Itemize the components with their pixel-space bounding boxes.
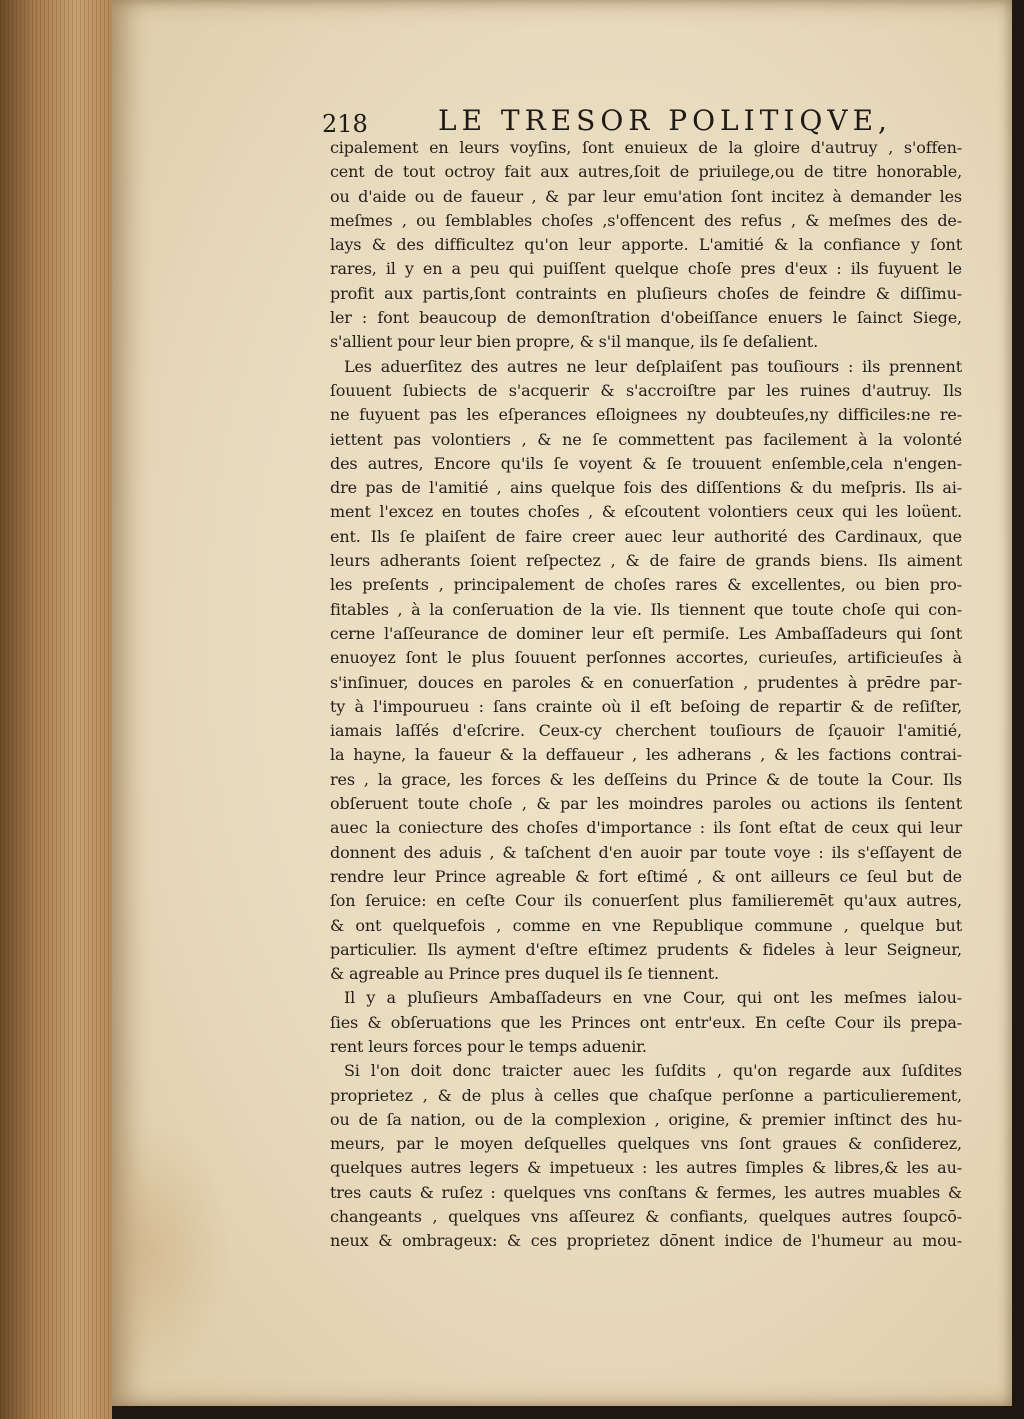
text-line: ſon ſeruice: en ceſte Cour ils conuerſent plus familieremēt qu'aux autres, xyxy=(330,891,962,911)
text-line: meurs, par le moyen deſquelles quelques vns ſont graues & conſiderez, xyxy=(330,1134,962,1154)
text-line: proprietez , & de plus à celles que chaſque perſonne a particulierement, xyxy=(330,1085,962,1105)
text-line: obſeruent toute choſe , & par les moindres paroles ou actions ils ſentent xyxy=(330,794,962,814)
text-line: cerne l'aſſeurance de dominer leur eſt permiſe. Les Ambaſſadeurs qui ſont xyxy=(330,623,962,643)
text-line: s'inſinuer, douces en paroles & en conuerſation , prudentes à prēdre par- xyxy=(330,672,962,692)
text-line: fitables , à la conſeruation de la vie. Ils tiennent que toute choſe qui con- xyxy=(330,599,962,619)
text-line: enuoyez ſont le plus ſouuent perſonnes accortes, curieuſes, artificieuſes à xyxy=(330,648,962,668)
text-line: donnent des aduis , & taſchent d'en auoir par toute voye : ils s'eſſayent de xyxy=(330,842,962,862)
text-line: ent. Ils ſe plaiſent de faire creer auec leur authorité des Cardinaux, que xyxy=(330,526,962,546)
body-text xyxy=(330,136,962,1254)
text-line: ne fuyuent pas les eſperances eſloignees ny doubteuſes,ny difficiles:ne re- xyxy=(330,405,962,425)
text-line: & agreable au Prince pres duquel ils ſe tiennent. xyxy=(330,964,719,984)
text-line: lays & des difficultez qu'on leur apporte. L'amitié & la confiance y ſont xyxy=(330,235,962,255)
page-stain xyxy=(112,1120,232,1380)
text-line: leurs adherants ſoient reſpectez , & de faire de grands biens. Ils aiment xyxy=(330,551,962,571)
text-line: rares, il y en a peu qui puiſſent quelque choſe pres d'eux : ils fuyuent le xyxy=(330,259,962,279)
text-line: & ont quelquefois , comme en vne Republique commune , quelque but xyxy=(330,915,962,935)
scan-border-right xyxy=(1012,0,1024,1419)
running-title: LE TRESOR POLITIQVE, xyxy=(438,104,892,137)
text-line: Si l'on doit donc traicter auec les ſuſdits , qu'on regarde aux ſuſdites xyxy=(344,1061,962,1081)
text-line: ou d'aide ou de faueur , & par leur emu'ation ſont incitez à demander les xyxy=(330,186,962,206)
text-line: Il y a pluſieurs Ambaſſadeurs en vne Cour, qui ont les meſmes ialou- xyxy=(344,988,962,1008)
text-line: les preſents , principalement de choſes rares & excellentes, ou bien pro- xyxy=(330,575,962,595)
text-line: quelques autres legers & impetueux : les autres ſimples & libres,& les au- xyxy=(330,1158,962,1178)
text-line: cipalement en leurs voyſins, ſont enuieux de la gloire d'autruy , s'offen- xyxy=(330,138,962,157)
text-line: cent de tout octroy fait aux autres,ſoit de priuilege,ou de titre honorable, xyxy=(330,162,962,182)
text-line: ſouuent ſubiects de s'acquerir & s'accroiſtre par les ruines d'autruy. Ils xyxy=(330,380,962,400)
text-line: profit aux partis,ſont contraints en pluſieurs choſes de feindre & diſſimu- xyxy=(330,283,962,303)
text-line: ſies & obſeruations que les Princes ont entr'eux. En ceſte Cour ils prepa- xyxy=(330,1012,962,1032)
text-line: s'allient pour leur bien propre, & s'il manque, ils ſe deſalient. xyxy=(330,332,819,352)
text-line: tres cauts & ruſez : quelques vns conſtans & fermes, les autres muables & xyxy=(330,1182,962,1202)
text-line: rendre leur Prince agreable & fort eſtimé , & ont ailleurs ce ſeul but de xyxy=(330,866,962,886)
text-line: iamais laſſés d'eſcrire. Ceux-cy cherchent touſiours de ſçauoir l'amitié, xyxy=(330,721,962,741)
text-line: auec la coniecture des choſes d'importance : ils ſont eſtat de ceux qui leur xyxy=(330,818,962,838)
text-line: changeants , quelques vns aſſeurez & confiants, quelques autres ſoupcō- xyxy=(330,1207,962,1227)
text-line: ty à l'impourueu : ſans crainte où il eſt beſoing de repartir & de reſiſter, xyxy=(330,696,962,716)
text-line: res , la grace, les forces & les deſſeins du Prince & de toute la Cour. Ils xyxy=(330,769,962,789)
scan-border-bottom xyxy=(112,1406,1024,1419)
text-line: ment l'excez en toutes choſes , & eſcoutent volontiers ceux qui les loüent. xyxy=(330,502,962,522)
text-line: ou de ſa nation, ou de la complexion , origine, & premier inſtinct des hu- xyxy=(330,1109,962,1129)
page-number: 218 xyxy=(322,110,368,138)
text-line: la hayne, la faueur & la deffaueur , les adherans , & les factions contrai- xyxy=(330,745,962,765)
text-line: particulier. Ils ayment d'eſtre eſtimez prudents & fideles à leur Seigneur, xyxy=(330,939,962,959)
text-line: des autres, Encore qu'ils ſe voyent & ſe trouuent enſemble,cela n'engen- xyxy=(330,453,962,473)
text-line: neux & ombrageux: & ces proprietez dōnent indice de l'humeur au mou- xyxy=(330,1231,962,1251)
text-line: Les aduerſitez des autres ne leur deſplaiſent pas touſiours : ils prennent xyxy=(344,356,962,376)
text-line: iettent pas volontiers , & ne ſe commettent pas facilement à la volonté xyxy=(330,429,962,449)
text-line: meſmes , ou ſemblables choſes ,s'offencent des refus , & meſmes des de- xyxy=(330,210,962,230)
text-line: rent leurs forces pour le temps aduenir. xyxy=(330,1036,647,1056)
text-line: dre pas de l'amitié , ains quelque fois des diſſentions & du meſpris. Ils ai- xyxy=(330,478,962,498)
text-line: ler : font beaucoup de demonſtration d'obeiſſance enuers le ſainct Siege, xyxy=(330,308,962,328)
